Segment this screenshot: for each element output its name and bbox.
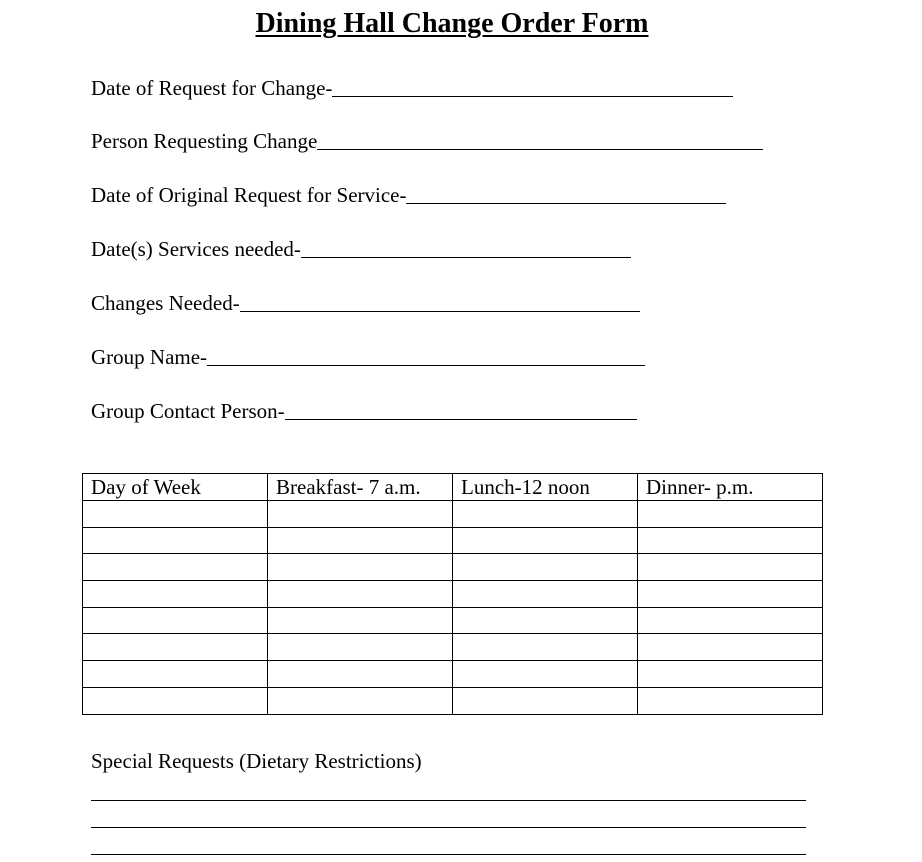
page-title: Dining Hall Change Order Form [255, 8, 649, 39]
table-row [83, 501, 823, 528]
special-requests-label: Special Requests (Dietary Restrictions) [91, 749, 422, 773]
special-requests-line[interactable] [91, 827, 806, 828]
table-cell[interactable] [638, 527, 823, 554]
field-group-name [91, 339, 645, 369]
table-cell[interactable] [83, 634, 268, 661]
field-label: Group Name- [91, 345, 208, 369]
table-cell[interactable] [268, 581, 453, 608]
table-body [83, 501, 823, 715]
table-row [83, 607, 823, 634]
special-requests-line[interactable] [91, 854, 806, 855]
meal-schedule-table [82, 473, 823, 715]
field-date-of-request [91, 70, 733, 100]
table-cell[interactable] [638, 634, 823, 661]
services-needed-input-line[interactable] [301, 257, 631, 258]
field-label: Date of Request for Change- [91, 76, 333, 100]
table-cell[interactable] [83, 581, 268, 608]
table-cell[interactable] [268, 661, 453, 688]
date-of-request-input-line[interactable] [332, 96, 733, 97]
table-row [83, 687, 823, 714]
changes-needed-input-line[interactable] [240, 311, 640, 312]
table-cell[interactable] [83, 527, 268, 554]
column-header-dinner: Dinner- p.m. [638, 474, 823, 501]
field-label: Group Contact Person- [91, 399, 285, 423]
table-cell[interactable] [453, 527, 638, 554]
table-row [83, 634, 823, 661]
table-row [83, 527, 823, 554]
table-cell[interactable] [638, 554, 823, 581]
table-cell[interactable] [268, 634, 453, 661]
table-cell[interactable] [638, 607, 823, 634]
field-label: Person Requesting Change [91, 129, 318, 153]
table-cell[interactable] [453, 581, 638, 608]
table-row [83, 581, 823, 608]
table-cell[interactable] [83, 687, 268, 714]
table-cell[interactable] [268, 501, 453, 528]
field-original-request-date [91, 177, 726, 207]
table-cell[interactable] [268, 687, 453, 714]
table-cell[interactable] [83, 607, 268, 634]
column-header-lunch: Lunch-12 noon [453, 474, 638, 501]
table-header-row [83, 474, 823, 501]
table-cell[interactable] [453, 687, 638, 714]
table-cell[interactable] [638, 661, 823, 688]
table-cell[interactable] [453, 554, 638, 581]
field-label: Date of Original Request for Service- [91, 183, 407, 207]
column-header-breakfast: Breakfast- 7 a.m. [268, 474, 453, 501]
table-cell[interactable] [638, 581, 823, 608]
table-row [83, 554, 823, 581]
field-services-needed [91, 231, 631, 261]
column-header-day: Day of Week [83, 474, 268, 501]
field-group-contact [91, 393, 637, 423]
field-person-requesting [91, 123, 763, 153]
table-cell[interactable] [453, 634, 638, 661]
table-cell[interactable] [268, 527, 453, 554]
table-cell[interactable] [453, 607, 638, 634]
table-cell[interactable] [83, 554, 268, 581]
original-request-date-input-line[interactable] [406, 203, 726, 204]
field-label: Changes Needed- [91, 291, 240, 315]
table-cell[interactable] [453, 501, 638, 528]
table-row [83, 661, 823, 688]
person-requesting-input-line[interactable] [317, 149, 763, 150]
table-cell[interactable] [453, 661, 638, 688]
table-cell[interactable] [268, 607, 453, 634]
field-label: Date(s) Services needed- [91, 237, 301, 261]
table-cell[interactable] [268, 554, 453, 581]
special-requests-line[interactable] [91, 800, 806, 801]
table-cell[interactable] [638, 687, 823, 714]
field-changes-needed [91, 285, 640, 315]
table-cell[interactable] [83, 501, 268, 528]
group-contact-input-line[interactable] [285, 419, 637, 420]
table-cell[interactable] [638, 501, 823, 528]
group-name-input-line[interactable] [207, 365, 645, 366]
table-cell[interactable] [83, 661, 268, 688]
